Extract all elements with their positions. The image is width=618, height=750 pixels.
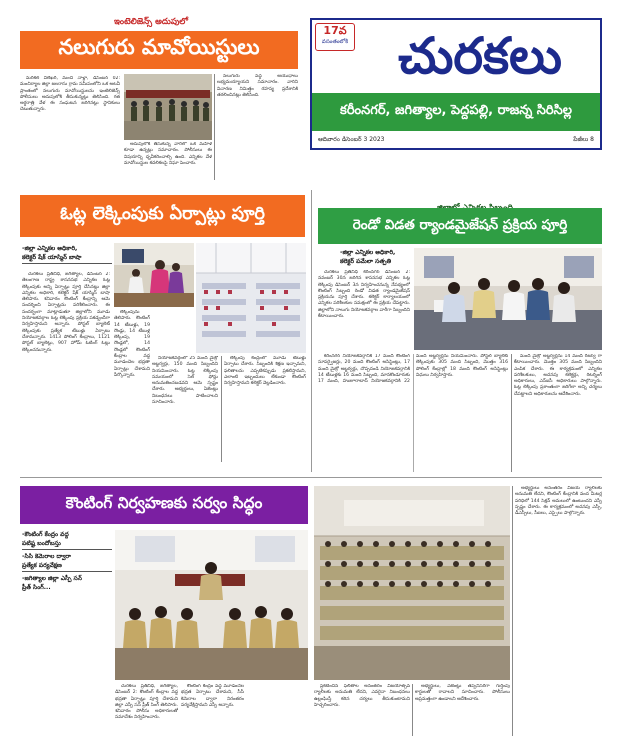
story2-byline-2: కలెక్టర్ షేక్ యాస్మిన్ బాషా (22, 254, 82, 261)
story1-text-c: అదుపులోకి తీసుకున్న వారిలో ఒక మహిళ కూడా ఉన్నట్లు సమాచారం. పోలీసులు ఈ విషయాన్ని ధృవీకరించాల్సి ఉంది. ఎన్నికల వేళ మావోయిస్టుల కదలికలపై నిఘా పెంచారు. (124, 142, 212, 166)
story4-byline-6: ప్రీత్ సింగ్... (22, 584, 51, 591)
masthead-pages: పేజీలు 8 (573, 136, 594, 143)
masthead-date: ఆదివారం డిసెంబర్ 3 2023 (318, 136, 385, 143)
story4-byline-2: పటిష్ట బందోబస్తు (22, 540, 61, 547)
story4-text-b: కౌంటింగ్ కేంద్రం వద్ద మూడంచెల భద్రత ఏర్పాటు చేశామని, సీసీ కెమెరాల ద్వారా నిరంతరం పర్యవేక్షిస్తామని ఎస్పీ అన్నారు. (181, 684, 244, 708)
story3-photo (414, 248, 602, 350)
story1-kicker-text: ఇంటెలిజెన్స్ అదుపులో (113, 17, 189, 27)
masthead-title: చురకలు (398, 26, 562, 85)
story4-text-d: అభ్యర్థులు, ఏజెంట్లు తప్పనిసరిగా గుర్తింపు కార్డులతో రావాలని సూచించారు. పోలీసులు అప్రమత్తంగా ఉండాలని ఆదేశించారు. (415, 684, 510, 702)
story2-text-c: నియోజకవర్గంలో 25 మంది మైక్రో అబ్జర్వర్లు, 150 మంది సిబ్బందిని నియమించారు. ఓట్ల లెక్కింపు సమయంలో సెల్ ఫోన్లు అనుమతించబడవని ఆమె స్పష్టం చేశారు. అభ్యర్థులు, ఏజెంట్లు నిబంధనలు పాటించాలని సూచించారు. (152, 356, 218, 406)
story2-photo-hall (196, 243, 306, 353)
story2-photo-officials (114, 243, 194, 307)
story1-headline-text: నలుగురు మావోయిస్టులు (58, 35, 260, 59)
story2-byline (22, 244, 112, 266)
story4-photo-meeting (115, 530, 308, 680)
masthead (310, 18, 602, 150)
story4-text-a: చురకలు ప్రతినిధి, జగిత్యాల, డిసెంబర్ 2: కౌంటింగ్ కేంద్రాల వద్ద భద్రతా ఏర్పాట్లు పూర్తి చేశామని జిల్లా ఎస్పీ సన్ ప్రీత్ సింగ్ తెలిపారు. శనివారం పోలీసు అధికారులతో సమావేశం నిర్వహించారు. (115, 684, 178, 721)
story2-text-d: లెక్కింపు కేంద్రంలో మూడు టేబుళ్లు ఏర్పాటు చేశారు. సిబ్బందికి శిక్షణ ఇచ్చామని, ఫలితాలను ఎప్పటికప్పుడు ప్రకటిస్తామని, ఎలాంటి ఇబ్బందులు లేకుండా కౌంటింగ్ నిర్వహిస్తామని కలెక్టర్ వెల్లడించారు. (224, 356, 306, 387)
story1-text-a: మరికల్ విలేఖరి, మంచి నాళ్లా, డిసెంబర్ 02: మంచిర్యాల జిల్లా జలరాసు గ్రామ సమీపంలోని ఒక అటవీ ప్రాంతంలో నలుగురు మావోయిస్టులను ఇంటెలిజెన్స్ పోలీసులు అదుపులోకి తీసుకున్నట్లు తెలిసింది. గత అర్ధరాత్రి వేళ ఈ సంఘటన జరిగినట్లు స్థానికులు చెబుతున్నారు. (20, 76, 120, 113)
story4-byline-4: ప్రత్యేక పర్యవేక్షణ (22, 562, 62, 569)
masthead-districts-text: కరీంనగర్, జగిత్యాల, పెద్దపల్లి, రాజన్న సిరిసిల్ల (340, 103, 572, 118)
story1-kicker (86, 16, 216, 30)
story1-photo (124, 74, 212, 140)
story2-headline-text: ఓట్ల లెక్కింపుకు ఏర్పాట్లు పూర్తి (60, 204, 265, 224)
story4-byline-5: -జగిత్యాల జిల్లా ఎస్పీ సన్ (22, 575, 82, 582)
anniversary-number: 17వ (323, 24, 347, 37)
story4-byline-1: -కౌంటింగ్ కేంద్రం వద్ద (22, 531, 69, 538)
story3-text-b: కరీంనగర్ నియోజకవర్గానికి 17 మంది కౌంటింగ్ సూపర్వైజర్లు, 20 మంది కౌంటింగ్ అసిస్టెంట్లు, 17 మంది మైక్రో అబ్జర్వర్లు, చొప్పదండి నియోజకవర్గానికి 14 టేబుళ్లకు 16 మంది సిబ్బంది, మానకొండూరుకు 17 మంది, హుజూరాబాద్ నియోజకవర్గానికి 22 మంది అబ్జర్వర్లను నియమించారు. పోస్టల్ బ్యాలెట్ లెక్కింపుకు 305 మంది సిబ్బంది, మొత్తం 316 పోలింగ్ కేంద్రాల్లో 18 మంది కౌంటింగ్ అసిస్టెంట్లు విధులు నిర్వహిస్తారు. (318, 354, 508, 385)
story2-text-a: చురకలు ప్రతినిధి, జగిత్యాల, డిసెంబర్ 2: తెలంగాణ రాష్ట్ర శాసనసభ ఎన్నికల ఓట్ల లెక్కింపుకు అన్ని ఏర్పాట్లు పూర్తి చేసినట్లు జిల్లా ఎన్నికల అధికారి, కలెక్టర్ షేక్ యాస్మిన్ బాషా తెలిపారు. శనివారం కౌంటింగ్ కేంద్రాన్ని ఆమె సందర్శించి ఏర్పాట్లను పరిశీలించారు. ఈ సందర్భంగా మాట్లాడుతూ జిల్లాలోని మూడు నియోజకవర్గాల ఓట్ల లెక్కింపు ప్రక్రియ పకడ్బందీగా నిర్వహిస్తామని అన్నారు. పోస్టల్ బ్యాలెట్ లెక్కింపుకు ప్రత్యేక టేబుళ్లు ఏర్పాటు చేశామన్నారు. 1413 పోలింగ్ కేంద్రాలు, 1121 పోస్టల్ బ్యాలెట్లు, 907 హోమ్ ఓటింగ్ ఓట్లు లెక్కించనున్నారు. (22, 272, 110, 353)
story4-text-c: ప్రకటించిన ఫలితాల అనంతరం విజయోత్సవ ర్యాలీలకు అనుమతి లేదని, ఎవరైనా నిబంధనలు ఉల్లంఘిస్తే కఠిన చర్యలు తీసుకుంటామని హెచ్చరించారు. (314, 684, 410, 708)
masthead-districts (312, 93, 600, 131)
anniversary-badge (315, 23, 355, 51)
story4-headline (20, 486, 308, 524)
story3-byline-2: కలెక్టర్ పమేలా సత్పతి (340, 258, 392, 265)
story3-byline-1: -జిల్లా ఎన్నికల అధికారి, (340, 249, 396, 256)
story4-text-e: అభ్యర్థులు అనంతరం విజయ ర్యాలీలకు అనుమతి లేదని, కౌంటింగ్ కేంద్రానికి వంద మీటర్ల పరిధిలో 144 సెక్షన్ అమలులో ఉంటుందని ఎస్పీ స్పష్టం చేశారు. ఈ కార్యక్రమంలో అదనపు ఎస్పీ, డీఎస్పీలు, సీఐలు, ఎస్సైలు పాల్గొన్నారు. (515, 486, 602, 517)
story3-text-a: చురకలు ప్రతినిధి కరీంనగర్ డిసెంబర్ 2: నవంబర్ 30న జరిగిన శాసనసభ ఎన్నికల ఓట్ల లెక్కింపు డిసెంబర్ 3న నిర్వహించనున్న నేపథ్యంలో కౌంటింగ్ సిబ్బంది రెండో విడత ర్యాండమైజేషన్ ప్రక్రియను పూర్తి చేశారు. కలెక్టర్ కార్యాలయంలో ఎన్నికల పరిశీలకుల సమక్షంలో ఈ ప్రక్రియ చేపట్టారు. జిల్లాలోని నాలుగు నియోజకవర్గాల వారీగా సిబ్బందిని కేటాయించారు. (318, 270, 410, 320)
story1-headline (20, 31, 298, 69)
story4-headline-text: కౌంటింగ్ నిర్వహణకు సర్వం సిద్ధం (65, 494, 263, 512)
story3-headline-text: రెండో విడత ర్యాండమైజేషన్ ప్రక్రియ పూర్తి (352, 216, 568, 233)
story3-kicker (400, 195, 550, 207)
story1-text-b: నలుగురు వద్ద ఆయుధాలు లభ్యమయ్యాయని సమాచారం. వారిని విచారణ నిమిత్తం రహస్య ప్రదేశానికి తరలించినట్లు తెలిసింది. (217, 74, 298, 98)
anniversary-text: వసంతంలోకి (321, 39, 349, 45)
story3-text-c: మంది మైక్రో అబ్జర్వర్లను 14 మంది రిజర్వ్ గా కేటాయించారు. మొత్తం 305 మంది సిబ్బందిని ఎంపిక చేశారు. ఈ కార్యక్రమంలో ఎన్నికల పరిశీలకులు, అదనపు కలెక్టర్లు, రిటర్నింగ్ అధికారులు, ఎన్ఐసీ అధికారులు పాల్గొన్నారు. ఓట్ల లెక్కింపు ప్రశాంతంగా జరిగేలా అన్ని చర్యలు చేపట్టాలని అధికారులను ఆదేశించారు. (514, 354, 602, 397)
story4-photo-hall (314, 486, 510, 680)
story4-byline-3: -సిసి కెమెరాల ద్వారా (22, 553, 72, 560)
story2-byline-1: -జిల్లా ఎన్నికల అధికారి, (22, 245, 78, 252)
story3-headline (318, 208, 602, 244)
story2-text-b: లెక్కింపును తెలిపారు. కౌంటింగ్ 14 టేబుళ్లు, 19 రౌండ్లు, 14 టేబుళ్ల లెక్కింపు, 19 రౌండ్లలో, 14 రౌండ్లలో కౌంటింగ్ కేంద్రాల వద్ద మూడంచెల భద్రతా ఏర్పాట్లు చేశామని పేర్కొన్నారు. (114, 310, 150, 378)
story2-headline (20, 195, 305, 237)
story4-byline (22, 530, 112, 592)
